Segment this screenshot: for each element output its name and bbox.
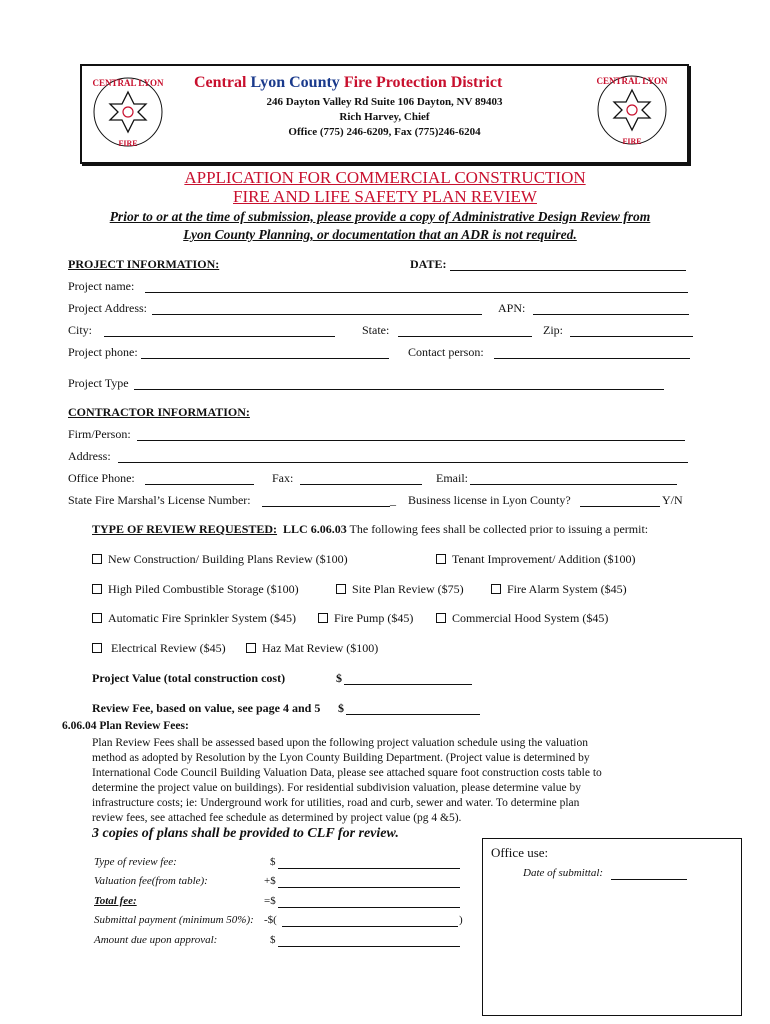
checkbox-icon[interactable] [92, 554, 102, 564]
total-fee-label: Total fee: [94, 895, 137, 907]
option-commercial-hood[interactable]: Commercial Hood System ($45) [436, 611, 608, 626]
license-field[interactable] [262, 506, 390, 507]
llc-reference: LLC 6.06.03 [283, 522, 347, 536]
fee-note: The following fees shall be collected prior to issuing a permit: [349, 522, 649, 536]
zip-field[interactable] [570, 336, 693, 337]
option-new-construction[interactable]: New Construction/ Building Plans Review ($100) [92, 552, 348, 567]
logo-bottom-text: FIRE [118, 139, 138, 148]
project-address-field[interactable] [152, 314, 482, 315]
letterhead [80, 64, 689, 164]
project-value-field[interactable] [344, 684, 472, 685]
state-field[interactable] [398, 336, 532, 337]
project-phone-label: Project phone: [68, 345, 138, 359]
project-info-heading: PROJECT INFORMATION: [68, 257, 220, 271]
form-title-line1: APPLICATION FOR COMMERCIAL CONSTRUCTION [184, 168, 586, 187]
submittal-payment-suffix: ) [459, 914, 463, 926]
review-type-heading: TYPE OF REVIEW REQUESTED: [92, 522, 278, 536]
option-site-plan[interactable]: Site Plan Review ($75) [336, 582, 464, 597]
license-suffix: _ [390, 493, 396, 507]
submittal-payment-label: Submittal payment (minimum 50%): [94, 914, 254, 926]
city-field[interactable] [104, 336, 335, 337]
submittal-payment-field[interactable] [282, 926, 458, 927]
firm-field[interactable] [137, 440, 685, 441]
office-use-title: Office use: [491, 845, 549, 860]
date-label: DATE: [410, 257, 447, 271]
valuation-fee-prefix: +$ [264, 875, 276, 887]
project-value-label: Project Value (total construction cost) [92, 671, 286, 685]
firm-label: Firm/Person: [68, 427, 131, 441]
district-contact: Office (775) 246-6209, Fax (775)246-6204 [288, 126, 481, 138]
review-type-row [92, 522, 648, 537]
contractor-address-label: Address: [68, 449, 111, 463]
fire-district-logo-right [592, 70, 672, 150]
logo-top-text: CENTRAL LYON [596, 76, 668, 86]
checkbox-icon[interactable] [92, 643, 102, 653]
project-name-field[interactable] [145, 292, 688, 293]
zip-label: Zip: [543, 323, 563, 337]
project-phone-field[interactable] [141, 358, 389, 359]
project-name-label: Project name: [68, 279, 135, 293]
email-field[interactable] [470, 484, 677, 485]
copies-note: 3 copies of plans shall be provided to CLF for review. [92, 826, 399, 841]
submittal-date-field[interactable] [611, 879, 687, 880]
city-label: City: [68, 323, 93, 337]
valuation-fee-field[interactable] [278, 887, 460, 888]
adr-note-line2: Lyon County Planning, or documentation that an ADR is not required. [183, 227, 577, 242]
type-fee-prefix: $ [270, 856, 276, 868]
office-phone-label: Office Phone: [68, 471, 135, 485]
checkbox-icon[interactable] [336, 584, 346, 594]
checkbox-icon[interactable] [318, 613, 328, 623]
option-hazmat[interactable]: Haz Mat Review ($100) [246, 641, 378, 656]
valuation-fee-label: Valuation fee(from table): [94, 875, 208, 887]
option-high-piled-storage[interactable]: High Piled Combustible Storage ($100) [92, 582, 299, 597]
fax-label: Fax: [272, 471, 294, 485]
business-license-field[interactable] [580, 506, 660, 507]
type-fee-field[interactable] [278, 868, 460, 869]
district-chief: Rich Harvey, Chief [339, 111, 430, 123]
adr-note [0, 208, 760, 244]
review-fee-label: Review Fee, based on value, see page 4 and 5 [92, 701, 321, 715]
district-address: 246 Dayton Valley Rd Suite 106 Dayton, NV 89403 [266, 96, 503, 108]
contractor-address-field[interactable] [118, 462, 688, 463]
project-address-label: Project Address: [68, 301, 147, 315]
fax-field[interactable] [300, 484, 422, 485]
checkbox-icon[interactable] [436, 554, 446, 564]
checkbox-icon[interactable] [92, 584, 102, 594]
logo-top-text: CENTRAL LYON [92, 78, 164, 88]
plan-fees-paragraph: Plan Review Fees shall be assessed based upon the following project valuation schedule using the valuation method as adopted by Resolution by the Lyon County Building Department. (Project value is determined by International Code Council Building Valuation Data, please see attached square foot construction costs table to determine the project value on buildings). For residential subdivision valuation, please determine value by infrastructure costs; ie: Underground work for utilities, road and curb, sewer and water. To determine plan review fees, see attached fee schedule as determined by project value (pg 4 &5). [92, 737, 602, 824]
checkbox-icon[interactable] [436, 613, 446, 623]
option-fire-alarm[interactable]: Fire Alarm System ($45) [491, 582, 627, 597]
amount-due-field[interactable] [278, 946, 460, 947]
plan-fees-heading: 6.06.04 Plan Review Fees: [62, 720, 189, 732]
option-fire-sprinkler[interactable]: Automatic Fire Sprinkler System ($45) [92, 611, 296, 626]
office-use-box [482, 838, 742, 1016]
logo-bottom-text: FIRE [622, 137, 642, 146]
total-fee-field[interactable] [278, 907, 460, 908]
option-fire-pump[interactable]: Fire Pump ($45) [318, 611, 413, 626]
checkbox-icon[interactable] [246, 643, 256, 653]
contractor-info-heading: CONTRACTOR INFORMATION: [68, 405, 250, 419]
fire-district-logo-left [88, 72, 168, 152]
option-electrical[interactable]: Electrical Review ($45) [92, 641, 226, 656]
business-license-label: Business license in Lyon County? [408, 493, 571, 507]
review-fee-field[interactable] [346, 714, 480, 715]
project-type-label: Project Type [68, 376, 129, 390]
type-fee-label: Type of review fee: [94, 856, 177, 868]
email-label: Email: [436, 471, 468, 485]
form-title-line2: FIRE AND LIFE SAFETY PLAN REVIEW [233, 187, 537, 206]
contact-person-label: Contact person: [408, 345, 484, 359]
apn-label: APN: [498, 301, 526, 315]
district-name: Central Lyon County Fire Protection District [194, 74, 503, 91]
yes-no-label: Y/N [662, 493, 683, 507]
state-label: State: [362, 323, 390, 337]
submittal-payment-prefix: -$( [264, 914, 277, 926]
amount-due-label: Amount due upon approval: [94, 934, 218, 946]
date-field[interactable] [450, 270, 686, 271]
submittal-date-label: Date of submittal: [523, 867, 604, 879]
checkbox-icon[interactable] [491, 584, 501, 594]
adr-note-line1: Prior to or at the time of submission, please provide a copy of Administrative Design Review from [109, 209, 651, 224]
project-value-dollar: $ [336, 671, 342, 685]
amount-due-prefix: $ [270, 934, 276, 946]
contact-person-field[interactable] [494, 358, 690, 359]
total-fee-prefix: =$ [264, 895, 276, 907]
checkbox-icon[interactable] [92, 613, 102, 623]
project-type-field[interactable] [134, 389, 664, 390]
review-fee-dollar: $ [338, 701, 344, 715]
option-tenant-improvement[interactable]: Tenant Improvement/ Addition ($100) [436, 552, 635, 567]
license-label: State Fire Marshal’s License Number: [68, 493, 251, 507]
office-phone-field[interactable] [145, 484, 254, 485]
apn-field[interactable] [533, 314, 689, 315]
